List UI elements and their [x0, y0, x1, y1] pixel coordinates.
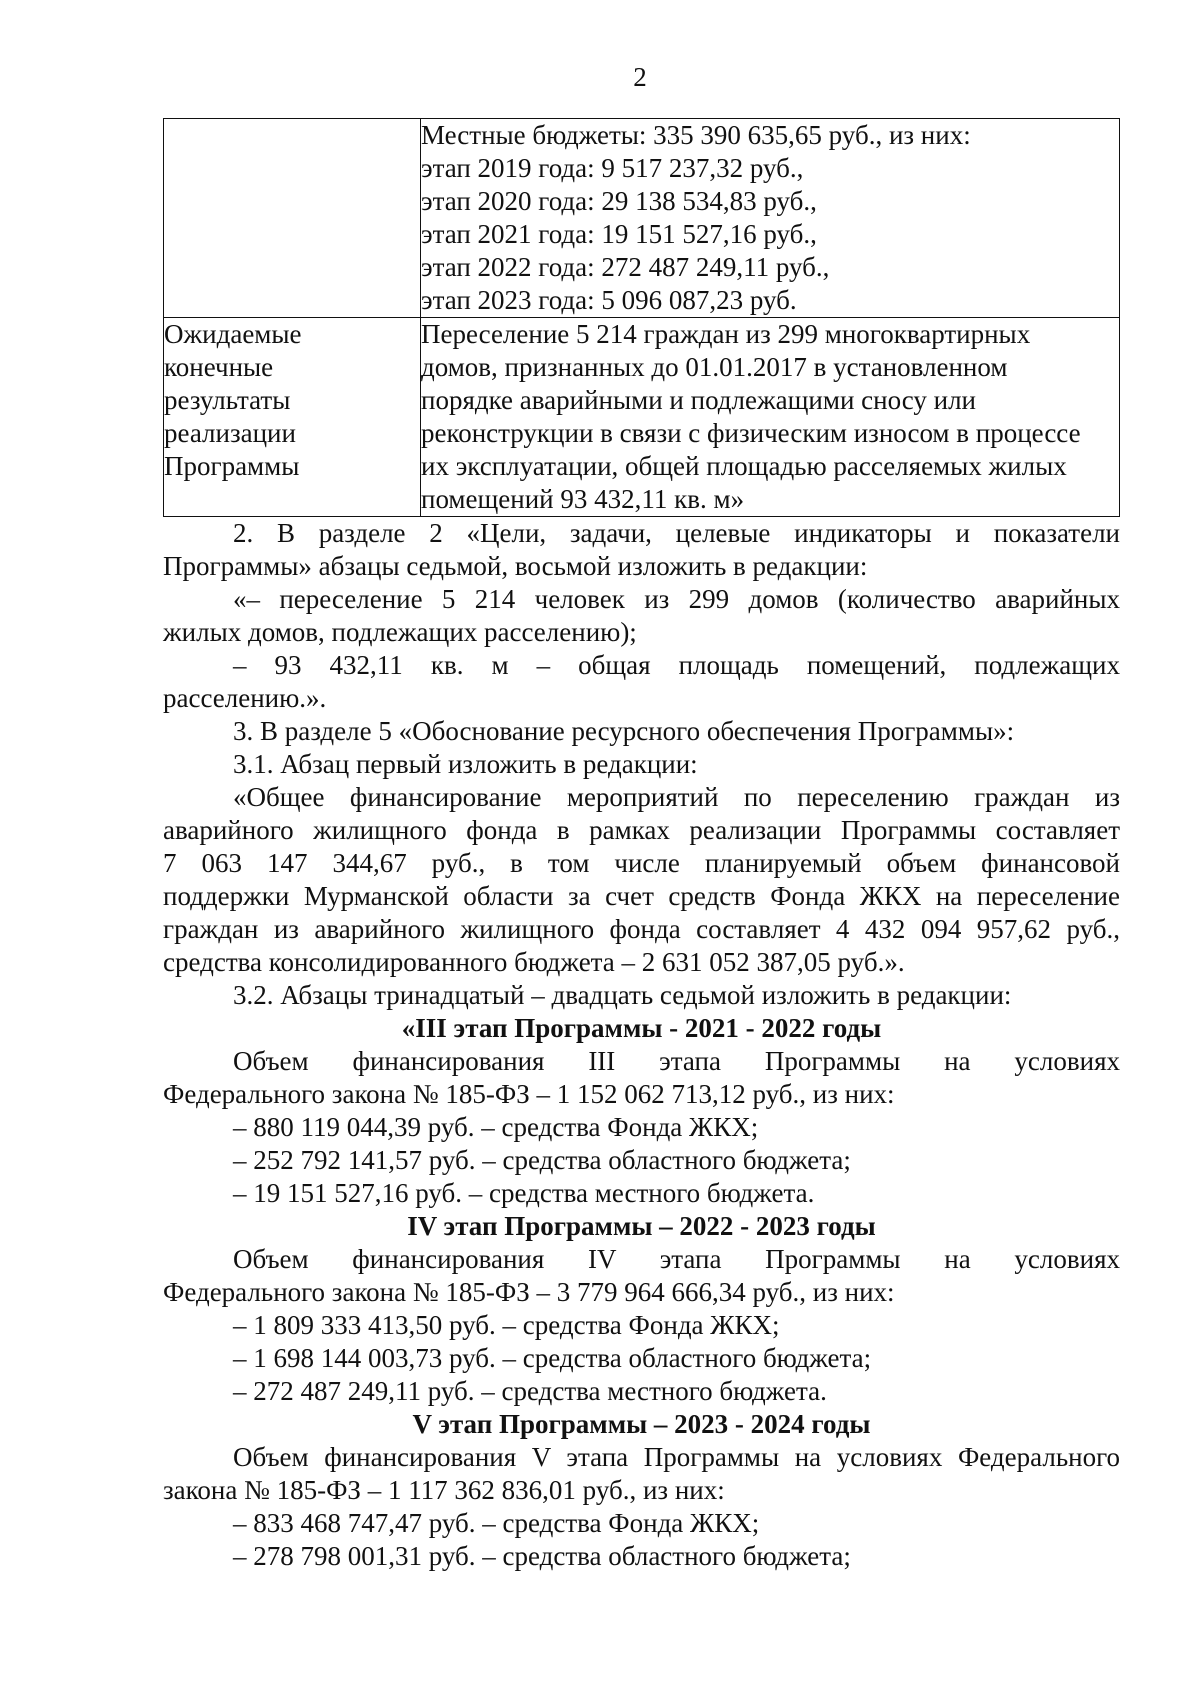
label-line: результаты — [164, 385, 291, 415]
label-line: Ожидаемые — [164, 319, 302, 349]
paragraph-line: «– переселение 5 214 человек из 299 домов (количество аварийных — [233, 584, 1120, 614]
table-line: этап 2023 года: 5 096 087,23 руб. — [421, 285, 797, 315]
paragraph-line: Федерального закона № 185-ФЗ – 1 152 062 713,12 руб., из них: — [163, 1079, 895, 1109]
stage-heading: V этап Программы – 2023 - 2024 годы — [412, 1409, 871, 1439]
paragraph-resettlement-people — [163, 583, 1120, 649]
table-line: домов, признанных до 01.01.2017 в установленном — [421, 352, 1008, 382]
paragraph-line: «Общее финансирование мероприятий по переселению граждан из — [233, 782, 1120, 812]
table-line: реконструкции в связи с физическим износом в процессе — [421, 418, 1081, 448]
stage-heading: IV этап Программы – 2022 - 2023 годы — [407, 1211, 876, 1241]
table-line: этап 2019 года: 9 517 237,32 руб., — [421, 153, 804, 183]
paragraph-line: граждан из аварийного жилищного фонда составляет 4 432 094 957,62 руб., — [163, 914, 1120, 944]
stage-heading: «III этап Программы - 2021 - 2022 годы — [401, 1013, 882, 1043]
table-cell-expected-results — [421, 318, 1120, 517]
list-item: – 252 792 141,57 руб. – средства областного бюджета; — [233, 1145, 851, 1175]
table-cell-empty — [164, 119, 421, 318]
paragraph-line: 2. В разделе 2 «Цели, задачи, целевые индикаторы и показатели — [233, 518, 1120, 548]
table-line: Переселение 5 214 граждан из 299 многоквартирных — [421, 319, 1031, 349]
paragraph-line: аварийного жилищного фонда в рамках реализации Программы составляет — [163, 815, 1120, 845]
table-cell-local-budgets — [421, 119, 1120, 318]
paragraph-line: средства консолидированного бюджета – 2 631 052 387,05 руб.». — [163, 947, 905, 977]
label-line: Программы — [164, 451, 300, 481]
paragraph-line: Федерального закона № 185-ФЗ – 3 779 964 666,34 руб., из них: — [163, 1277, 895, 1307]
table-line: помещений 93 432,11 кв. м» — [421, 484, 745, 514]
stage-5-section — [163, 1408, 1120, 1573]
document-content — [163, 118, 1120, 1573]
label-line: реализации — [164, 418, 296, 448]
list-item: – 278 798 001,31 руб. – средства областного бюджета; — [233, 1541, 851, 1571]
list-item: – 19 151 527,16 руб. – средства местного бюджета. — [233, 1178, 815, 1208]
paragraph-section-2 — [163, 517, 1120, 583]
program-passport-table — [163, 118, 1120, 517]
paragraph-line: Объем финансирования III этапа Программы на условиях — [233, 1046, 1120, 1076]
table-line: этап 2022 года: 272 487 249,11 руб., — [421, 252, 830, 282]
table-row-expected-results — [164, 318, 1120, 517]
table-line: их эксплуатации, общей площадью расселяемых жилых — [421, 451, 1067, 481]
list-item: – 272 487 249,11 руб. – средства местного бюджета. — [233, 1376, 827, 1406]
paragraph-line: Объем финансирования IV этапа Программы на условиях — [233, 1244, 1120, 1274]
paragraph-total-area — [163, 649, 1120, 715]
paragraph-line: жилых домов, подлежащих расселению); — [163, 617, 637, 647]
label-line: конечные — [164, 352, 274, 382]
table-row-local-budgets — [164, 119, 1120, 318]
paragraph-line: Программы» абзацы седьмой, восьмой изложить в редакции: — [163, 551, 868, 581]
stage-3-section — [163, 1012, 1120, 1210]
page-number: 2 — [633, 62, 647, 92]
paragraph-line: расселению.». — [163, 683, 327, 713]
paragraph-line: поддержки Мурманской области за счет средств Фонда ЖКХ на переселение — [163, 881, 1120, 911]
list-item: – 1 809 333 413,50 руб. – средства Фонда ЖКХ; — [233, 1310, 780, 1340]
table-line: Местные бюджеты: 335 390 635,65 руб., из них: — [421, 120, 971, 150]
paragraph-line: закона № 185-ФЗ – 1 117 362 836,01 руб., из них: — [163, 1475, 725, 1505]
paragraph-3-2: 3.2. Абзацы тринадцатый – двадцать седьмой изложить в редакции: — [233, 980, 1012, 1010]
list-item: – 1 698 144 003,73 руб. – средства областного бюджета; — [233, 1343, 872, 1373]
paragraph-line: – 93 432,11 кв. м – общая площадь помещений, подлежащих — [233, 650, 1120, 680]
paragraph-3-1: 3.1. Абзац первый изложить в редакции: — [233, 749, 698, 779]
paragraph-total-financing — [163, 781, 1120, 979]
table-cell-expected-results-label — [164, 318, 421, 517]
table-line: этап 2021 года: 19 151 527,16 руб., — [421, 219, 817, 249]
list-item: – 833 468 747,47 руб. – средства Фонда ЖКХ; — [233, 1508, 760, 1538]
paragraph-section-5: 3. В разделе 5 «Обоснование ресурсного обеспечения Программы»: — [233, 716, 1015, 746]
paragraph-line: Объем финансирования V этапа Программы на условиях Федерального — [233, 1442, 1120, 1472]
list-item: – 880 119 044,39 руб. – средства Фонда ЖКХ; — [233, 1112, 759, 1142]
table-line: этап 2020 года: 29 138 534,83 руб., — [421, 186, 817, 216]
table-line: порядке аварийными и подлежащими сносу или — [421, 385, 977, 415]
paragraph-line: 7 063 147 344,67 руб., в том числе планируемый объем финансовой — [163, 848, 1120, 878]
stage-4-section — [163, 1210, 1120, 1408]
